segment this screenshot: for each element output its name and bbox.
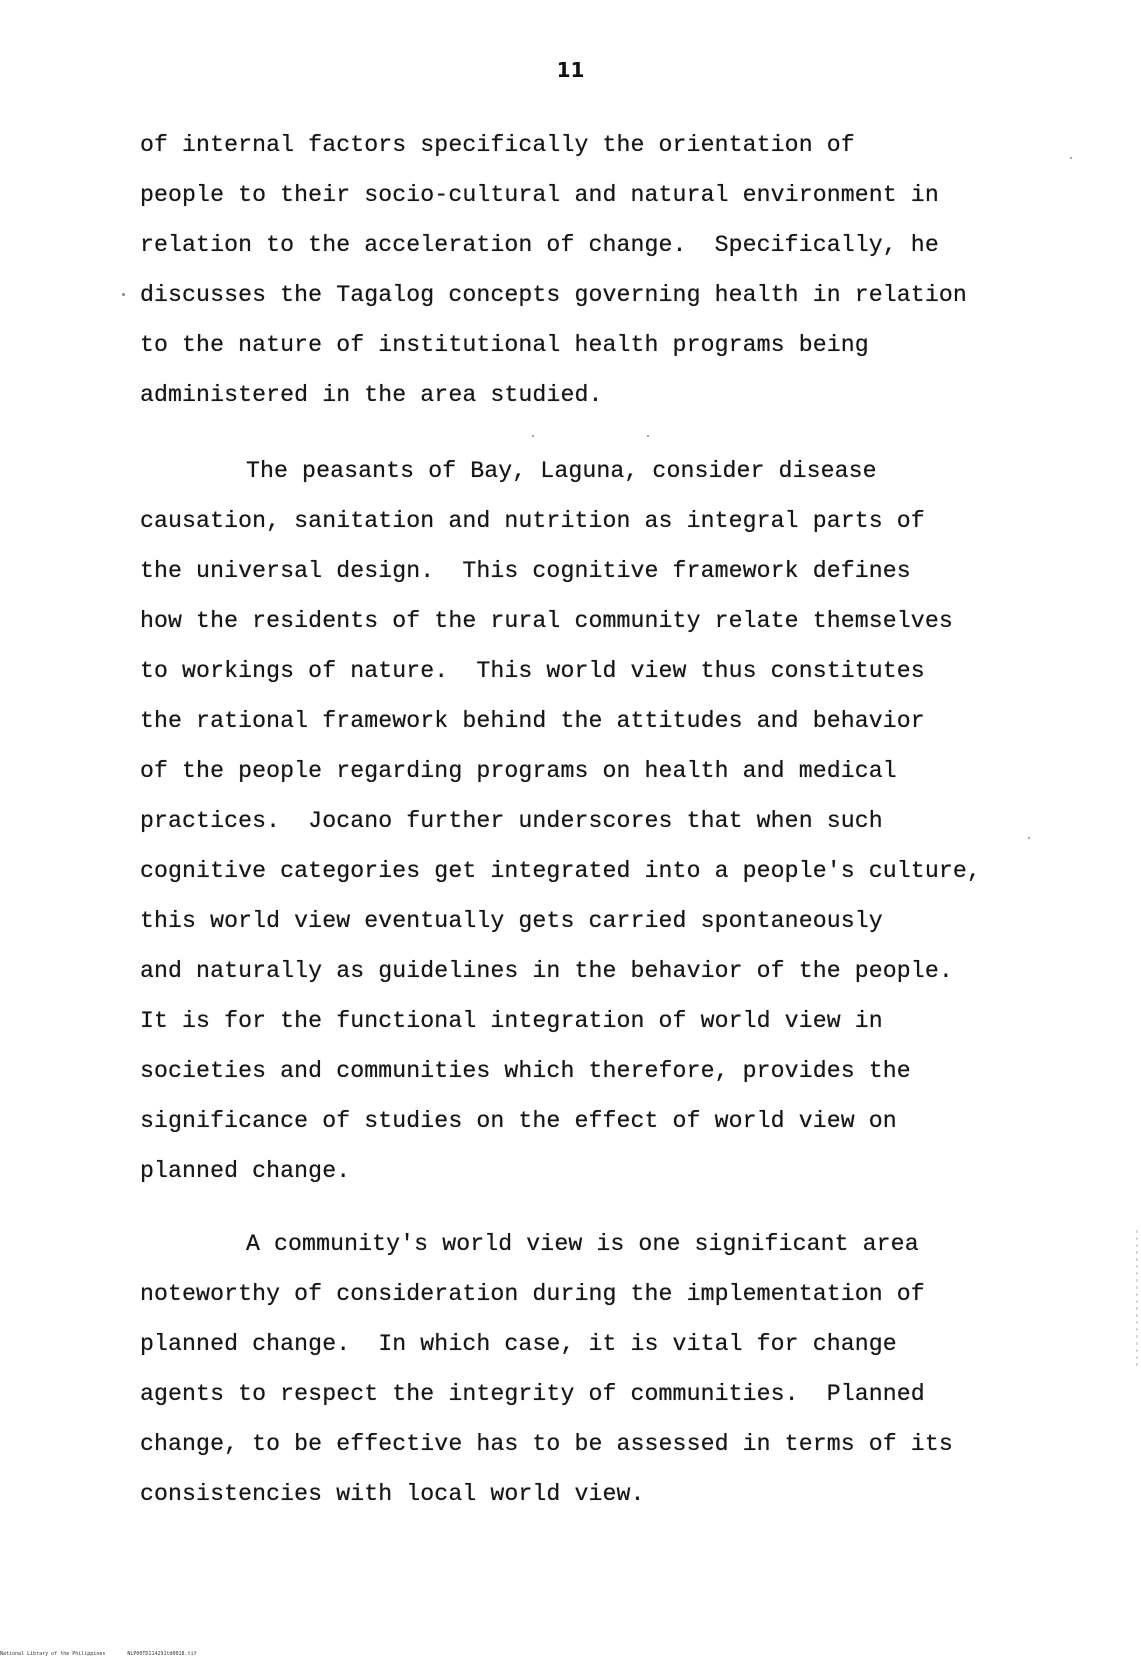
paragraph-line: causation, sanitation and nutrition as integral parts of [140, 508, 925, 534]
paragraph-line: of internal factors specifically the orientation of [140, 132, 855, 158]
paragraph-line: of the people regarding programs on health and medical [140, 758, 897, 784]
paragraph-line: significance of studies on the effect of world view on [140, 1108, 897, 1134]
scan-edge-mark [1136, 1230, 1138, 1370]
paragraph-line: administered in the area studied. [140, 382, 603, 408]
paragraph-line: noteworthy of consideration during the implementation of [140, 1281, 925, 1307]
paragraph-line: It is for the functional integration of world view in [140, 1008, 883, 1034]
paragraph-line: practices. Jocano further underscores that when such [140, 808, 883, 834]
paragraph-line: relation to the acceleration of change. Specifically, he [140, 232, 939, 258]
paragraph-line: how the residents of the rural community relate themselves [140, 608, 953, 634]
paragraph-line: The peasants of Bay, Laguna, consider disease [246, 458, 877, 484]
paragraph-2 [140, 446, 1040, 1196]
paragraph-line: and naturally as guidelines in the behavior of the people. [140, 958, 953, 984]
scan-speck [1028, 837, 1030, 839]
scan-speck [122, 293, 125, 296]
footer-file-id: NLP00TD114291td0018.tif [127, 1651, 197, 1657]
paragraph-line: planned change. In which case, it is vital for change [140, 1331, 897, 1357]
paragraph-line: the universal design. This cognitive framework defines [140, 558, 911, 584]
paragraph-line: consistencies with local world view. [140, 1481, 645, 1507]
scan-speck [532, 435, 534, 437]
paragraph-line: discusses the Tagalog concepts governing health in relation [140, 282, 967, 308]
paragraph-line: cognitive categories get integrated into a people's culture, [140, 858, 981, 884]
paragraph-line: this world view eventually gets carried spontaneously [140, 908, 883, 934]
paragraph-1 [140, 120, 1040, 420]
paragraph-line: planned change. [140, 1158, 351, 1184]
paragraph-line: agents to respect the integrity of communities. Planned [140, 1381, 925, 1407]
paragraph-line: change, to be effective has to be assessed in terms of its [140, 1431, 953, 1457]
footer-library: National Library of the Philippines [0, 1651, 106, 1657]
paragraph-3 [140, 1219, 1040, 1519]
scan-footer [0, 1651, 219, 1657]
page-number: 11 [556, 58, 585, 82]
paragraph-line: people to their socio-cultural and natural environment in [140, 182, 939, 208]
paragraph-line: societies and communities which therefore, provides the [140, 1058, 911, 1084]
paragraph-line: to the nature of institutional health programs being [140, 332, 869, 358]
paragraph-line: to workings of nature. This world view thus constitutes [140, 658, 925, 684]
scan-speck [647, 435, 649, 437]
paragraph-line: A community's world view is one significant area [246, 1231, 919, 1257]
scan-speck [1070, 157, 1072, 159]
paragraph-line: the rational framework behind the attitudes and behavior [140, 708, 925, 734]
